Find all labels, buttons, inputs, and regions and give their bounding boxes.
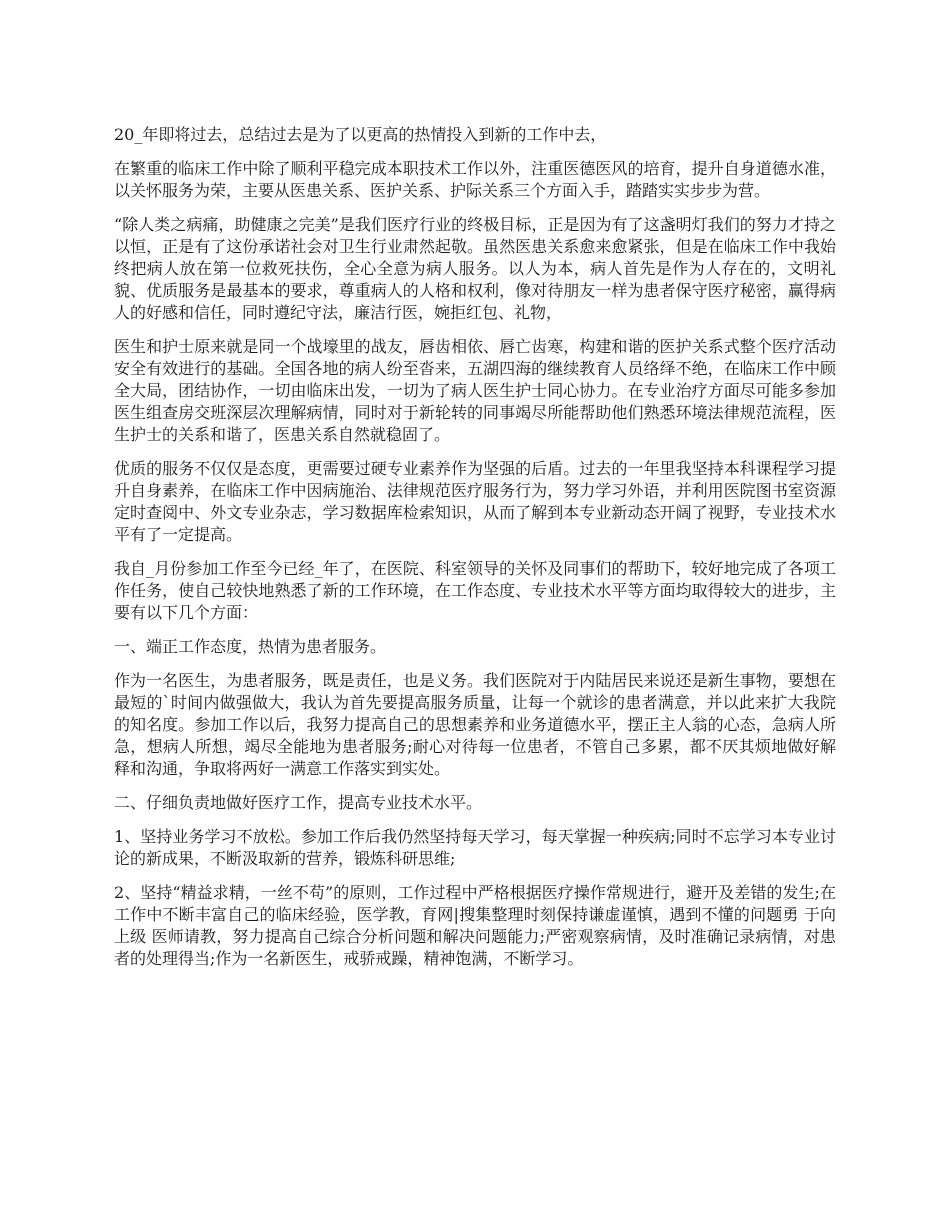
paragraph-doctor-patient: “除人类之病痛，助健康之完美”是我们医疗行业的终极目标，正是因为有了这盏明灯我们的努力才持之以恒，正是有了这份承诺社会对卫生行业肃然起敬。虽然医患关系愈来愈紧张，但是在临床工作中我始终把病人放在第一位救死扶伤，全心全意为病人服务。以人为本，病人首先是作为人存在的，文明礼貌、优质服务是最基本的要求，尊重病人的人格和权利，像对待朋友一样为患者保守医疗秘密，赢得病人的好感和信任，同时遵纪守法，廉洁行医，婉拒红包、礼物，: [114, 215, 836, 322]
paragraph-work-summary: 我自_月份参加工作至今已经_年了，在医院、科室领导的关怀及同事们的帮助下，较好地完成了各项工作任务，使自己较快地熟悉了新的工作环境，在工作态度、专业技术水平等方面均取得较大的进步，主要有以下几个方面：: [114, 559, 836, 622]
paragraph-serve-patients: 作为一名医生，为患者服务，既是责任，也是义务。我们医院对于内陆居民来说还是新生事物，要想在最短的`时间内做强做大，我认为首先要提高服务质量，让每一个就诊的患者满意，并以此来扩大我院的知名度。参加工作以后，我努力提高自己的思想素养和业务道德水平，摆正主人翁的心态，急病人所急，想病人所想，竭尽全能地为患者服务;耐心对待每一位患者，不管自己多累，都不厌其烦地做好解释和沟通，争取将两好一满意工作落实到实处。: [114, 671, 836, 778]
paragraph-quality-service: 优质的服务不仅仅是态度，更需要过硬专业素养作为坚强的后盾。过去的一年里我坚持本科课程学习提升自身素养，在临床工作中因病施治、法律规范医疗服务行为，努力学习外语，并利用医院图书室资源定时查阅中、外文专业杂志，学习数据库检索知识，从而了解到本专业新动态开阔了视野，专业技术水平有了一定提高。: [114, 459, 836, 544]
heading-section-two: 二、仔细负责地做好医疗工作，提高专业技术水平。: [114, 793, 483, 812]
paragraph-item-two: 2、坚持“精益求精，一丝不苟”的原则，工作过程中严格根据医疗操作常规进行，避开及差错的发生;在工作中不断丰富自己的临床经验，医学教，育网|搜集整理时刻保持谦虚谨慎，遇到不懂的问题勇 于向上级 医师请教，努力提高自己综合分析问题和解决问题能力;严密观察病情，及时准确记录病情，对患者的处理得当;作为一名新医生，戒骄戒躁，精神饱满，不断学习。: [114, 883, 836, 968]
document-body: [114, 124, 836, 982]
paragraph-doctor-nurse: 医生和护士原来就是同一个战壕里的战友，唇齿相依、唇亡齿寒，构建和谐的医护关系式整个医疗活动安全有效进行的基础。全国各地的病人纷至沓来，五湖四海的继续教育人员络绎不绝，在临床工作中顾全大局，团结协作，一切由临床出发，一切为了病人医生护士同心协力。在专业治疗方面尽可能多参加医生组查房交班深层次理解病情，同时对于新轮转的同事竭尽所能帮助他们熟悉环境法律规范流程，医生护士的关系和谐了，医患关系自然就稳固了。: [114, 337, 836, 444]
paragraph-intro: 20_年即将过去，总结过去是为了以更高的热情投入到新的工作中去，: [114, 125, 607, 144]
paragraph-item-one: 1、坚持业务学习不放松。参加工作后我仍然坚持每天学习，每天掌握一种疾病;同时不忘学习本专业讨论的新成果，不断汲取新的营养，锻炼科研思维;: [114, 827, 836, 868]
paragraph-clinical-work: 在繁重的临床工作中除了顺利平稳完成本职技术工作以外，注重医德医风的培育，提升自身道德水准，以关怀服务为荣，主要从医患关系、医护关系、护际关系三个方面入手，踏踏实实步步为营。: [114, 159, 836, 200]
heading-section-one: 一、端正工作态度，热情为患者服务。: [114, 637, 387, 656]
